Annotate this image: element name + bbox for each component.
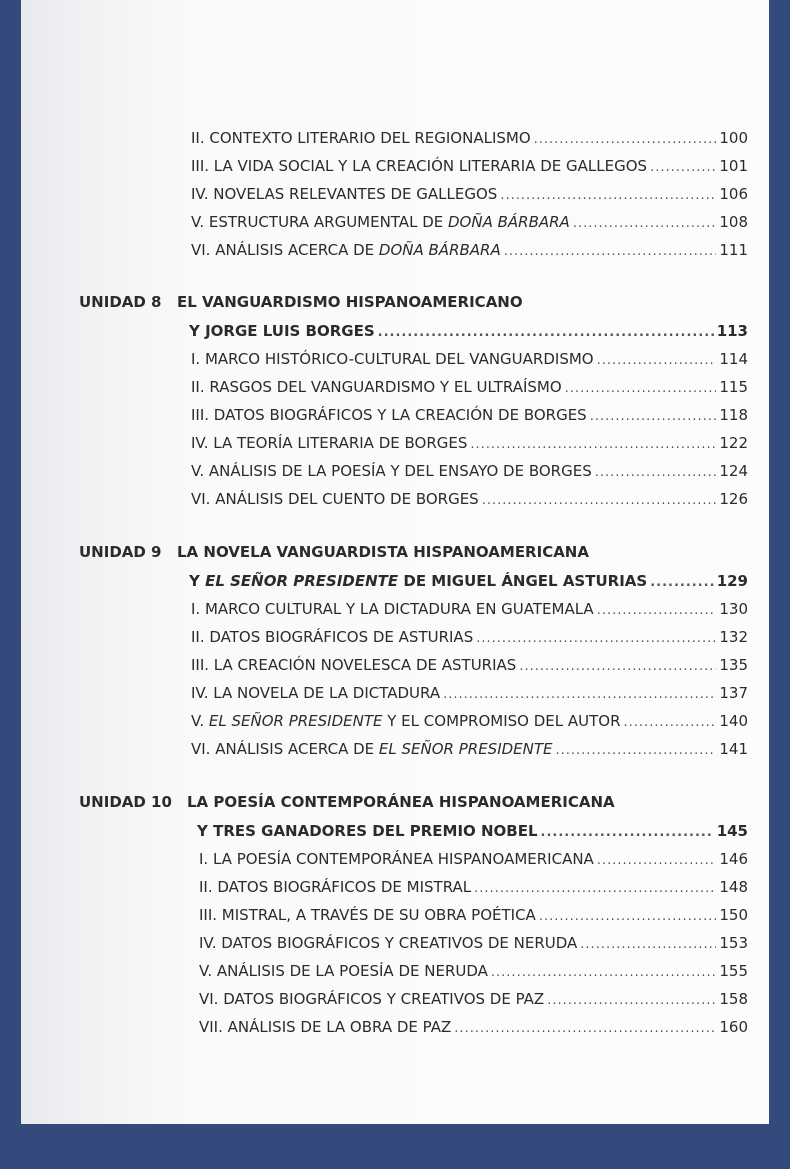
toc-entry-page: 140: [719, 712, 748, 730]
leader-dots: [474, 877, 716, 901]
toc-entry: [199, 959, 748, 983]
leader-dots: [556, 739, 717, 763]
leader-dots: [597, 849, 717, 873]
toc-entry-title: II. RASGOS DEL VANGUARDISMO Y EL ULTRAÍSMO: [191, 378, 562, 396]
unit-subtitle: Y EL SEÑOR PRESIDENTE DE MIGUEL ÁNGEL ASTURIAS: [189, 572, 648, 590]
leader-dots: [541, 821, 714, 845]
leader-dots: [482, 489, 717, 513]
toc-entry-page: 137: [719, 684, 748, 702]
toc-entry-title: IV. DATOS BIOGRÁFICOS Y CREATIVOS DE NERUDA: [199, 934, 578, 952]
toc-entry-title: III. DATOS BIOGRÁFICOS Y LA CREACIÓN DE BORGES: [191, 406, 587, 424]
toc-entry-page: 126: [719, 490, 748, 508]
toc-entry-title: V. ANÁLISIS DE LA POESÍA Y DEL ENSAYO DE BORGES: [191, 462, 592, 480]
toc-entry-page: 130: [719, 600, 748, 618]
toc-entry: [191, 154, 748, 178]
leader-dots: [597, 599, 717, 623]
toc-entry: [191, 459, 748, 483]
toc-entry-title: VII. ANÁLISIS DE LA OBRA DE PAZ: [199, 1018, 452, 1036]
leader-dots: [595, 461, 717, 485]
toc-entry-title: IV. NOVELAS RELEVANTES DE GALLEGOS: [191, 185, 498, 203]
unit-title: LA POESÍA CONTEMPORÁNEA HISPANOAMERICANA: [187, 793, 615, 811]
toc-entry-page: 148: [719, 878, 748, 896]
toc-entry-title: III. MISTRAL, A TRAVÉS DE SU OBRA POÉTICA: [199, 906, 536, 924]
leader-dots: [500, 184, 716, 208]
toc-entry-title: II. CONTEXTO LITERARIO DEL REGIONALISMO: [191, 129, 531, 147]
unit-heading: [79, 540, 589, 564]
toc-entry-page: 150: [719, 906, 748, 924]
toc-entry-page: 135: [719, 656, 748, 674]
toc-entry: [199, 987, 748, 1011]
toc-entry: [191, 403, 748, 427]
toc-entry-title: III. LA CREACIÓN NOVELESCA DE ASTURIAS: [191, 656, 517, 674]
toc-entry: [191, 182, 748, 206]
toc-entry: [191, 709, 748, 733]
toc-entry-page: 145: [716, 822, 748, 840]
toc-entry-page: 115: [719, 378, 748, 396]
toc-entry-page: 106: [719, 185, 748, 203]
toc-entry-title: V. ANÁLISIS DE LA POESÍA DE NERUDA: [199, 962, 488, 980]
toc-entry-title: VI. DATOS BIOGRÁFICOS Y CREATIVOS DE PAZ: [199, 990, 545, 1008]
toc-entry-title: VI. ANÁLISIS ACERCA DE EL SEÑOR PRESIDENTE: [191, 740, 553, 758]
toc-entry-page: 101: [719, 157, 748, 175]
toc-entry: [191, 431, 748, 455]
leader-dots: [650, 571, 713, 595]
toc-entry-title: III. LA VIDA SOCIAL Y LA CREACIÓN LITERARIA DE GALLEGOS: [191, 157, 648, 175]
unit-heading: [79, 790, 615, 814]
toc-entry-page: 153: [719, 934, 748, 952]
toc-entry: [191, 347, 748, 371]
unit-subtitle-entry: [197, 819, 748, 843]
toc-entry-page: 158: [719, 990, 748, 1008]
toc-entry-title: II. DATOS BIOGRÁFICOS DE ASTURIAS: [191, 628, 474, 646]
toc-entry: [191, 375, 748, 399]
toc-entry: [199, 903, 748, 927]
toc-entry-page: 113: [716, 322, 748, 340]
toc-entry-title: I. MARCO CULTURAL Y LA DICTADURA EN GUATEMALA: [191, 600, 594, 618]
toc-entry: [191, 597, 748, 621]
toc-entry-page: 114: [719, 350, 748, 368]
book-page: [21, 0, 769, 1124]
toc-entry-page: 155: [719, 962, 748, 980]
leader-dots: [470, 433, 716, 457]
toc-entry: [191, 210, 748, 234]
toc-entry-title: V. EL SEÑOR PRESIDENTE Y EL COMPROMISO DEL AUTOR: [191, 712, 621, 730]
toc-entry: [191, 238, 748, 262]
toc-entry-page: 160: [719, 1018, 748, 1036]
leader-dots: [476, 627, 716, 651]
leader-dots: [534, 128, 717, 152]
leader-dots: [454, 1017, 716, 1041]
toc-entry: [199, 931, 748, 955]
leader-dots: [597, 349, 717, 373]
toc-entry-title: I. LA POESÍA CONTEMPORÁNEA HISPANOAMERICANA: [199, 850, 594, 868]
unit-label: UNIDAD 10: [79, 793, 172, 811]
toc-entry-title: I. MARCO HISTÓRICO-CULTURAL DEL VANGUARDISMO: [191, 350, 594, 368]
leader-dots: [504, 240, 717, 264]
toc-entry: [191, 653, 748, 677]
leader-dots: [443, 683, 716, 707]
toc-entry: [191, 737, 748, 761]
toc-entry-page: 108: [719, 213, 748, 231]
toc-entry: [199, 847, 748, 871]
leader-dots: [590, 405, 717, 429]
toc-entry: [191, 681, 748, 705]
toc-entry-title: IV. LA TEORÍA LITERARIA DE BORGES: [191, 434, 468, 452]
leader-dots: [539, 905, 717, 929]
toc-entry-title: VI. ANÁLISIS ACERCA DE DOÑA BÁRBARA: [191, 241, 501, 259]
unit-subtitle: Y JORGE LUIS BORGES: [189, 322, 375, 340]
toc-entry-title: IV. LA NOVELA DE LA DICTADURA: [191, 684, 441, 702]
toc-entry-page: 118: [719, 406, 748, 424]
leader-dots: [580, 933, 716, 957]
toc-entry: [199, 875, 748, 899]
unit-title: LA NOVELA VANGUARDISTA HISPANOAMERICANA: [177, 543, 589, 561]
toc-entry: [191, 126, 748, 150]
leader-dots: [624, 711, 717, 735]
toc-entry-page: 129: [716, 572, 748, 590]
leader-dots: [573, 212, 717, 236]
toc-entry: [199, 1015, 748, 1039]
toc-entry-page: 146: [719, 850, 748, 868]
toc-entry-page: 124: [719, 462, 748, 480]
toc-entry-page: 141: [719, 740, 748, 758]
unit-subtitle-entry: [189, 569, 748, 593]
toc-entry-page: 100: [719, 129, 748, 147]
toc-entry: [191, 625, 748, 649]
leader-dots: [547, 989, 716, 1013]
toc-entry-page: 132: [719, 628, 748, 646]
unit-label: UNIDAD 9: [79, 543, 162, 561]
unit-title: EL VANGUARDISMO HISPANOAMERICANO: [177, 293, 523, 311]
leader-dots: [378, 321, 714, 345]
unit-subtitle-entry: [189, 319, 748, 343]
unit-heading: [79, 290, 523, 314]
unit-subtitle: Y TRES GANADORES DEL PREMIO NOBEL: [197, 822, 538, 840]
toc-entry: [191, 487, 748, 511]
toc-entry-title: V. ESTRUCTURA ARGUMENTAL DE DOÑA BÁRBARA: [191, 213, 570, 231]
unit-label: UNIDAD 8: [79, 293, 162, 311]
leader-dots: [650, 156, 716, 180]
toc-entry-page: 111: [719, 241, 748, 259]
leader-dots: [491, 961, 716, 985]
leader-dots: [565, 377, 717, 401]
toc-entry-page: 122: [719, 434, 748, 452]
toc-entry-title: VI. ANÁLISIS DEL CUENTO DE BORGES: [191, 490, 479, 508]
toc-entry-title: II. DATOS BIOGRÁFICOS DE MISTRAL: [199, 878, 472, 896]
leader-dots: [519, 655, 716, 679]
